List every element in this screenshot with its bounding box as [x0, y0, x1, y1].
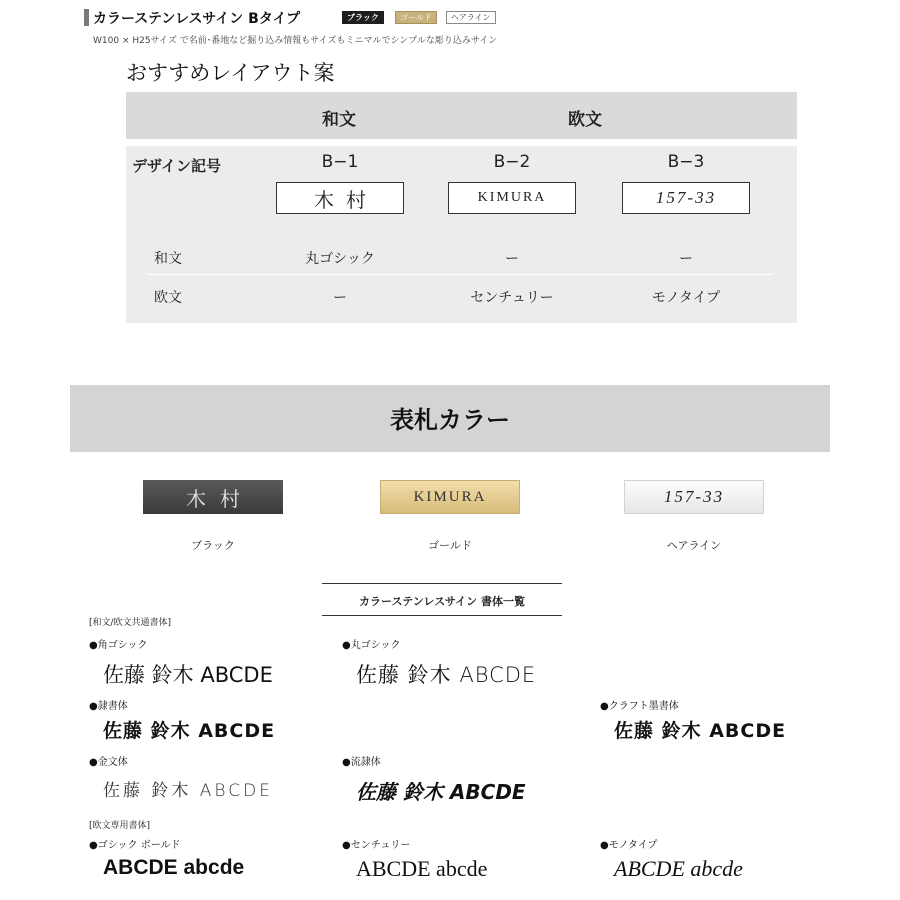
table-cell: モノタイプ — [651, 290, 721, 306]
layout-heading: おすすめレイアウト案 — [126, 61, 335, 85]
layout-table-header — [126, 92, 797, 139]
typeface-sample: 佐藤 鈴木 ABCDE — [614, 720, 787, 742]
color-plate-black — [143, 480, 283, 514]
typeface-sample: ABCDE abcde — [614, 856, 743, 881]
design-code-b3: B−3 — [667, 152, 705, 172]
color-badge-gold: ゴールド — [395, 11, 437, 24]
typeface-name: ●ゴシック ボールド — [89, 840, 181, 851]
color-plate-hairline — [624, 480, 764, 514]
typeface-name: ●クラフト墨書体 — [600, 701, 679, 712]
color-plate-gold — [380, 480, 520, 514]
plate-text: KIMURA — [413, 488, 487, 505]
column-header-japanese: 和文 — [322, 110, 356, 130]
sample-plate-b2 — [448, 182, 576, 214]
sample-plate-b1 — [276, 182, 404, 214]
design-code-b2: B−2 — [493, 152, 531, 172]
group-label-common: [和文/欧文共通書体] — [89, 618, 172, 628]
design-code-label: デザイン記号 — [132, 157, 221, 175]
table-cell: センチュリー — [470, 290, 554, 306]
table-cell: 丸ゴシック — [305, 251, 375, 267]
color-badge-hairline: ヘアライン — [446, 11, 496, 24]
design-code-b1: B−1 — [321, 152, 359, 172]
typeface-name: ●モノタイプ — [600, 840, 658, 851]
typeface-name: ●丸ゴシック — [342, 640, 401, 651]
color-name-gold: ゴールド — [428, 539, 472, 552]
color-name-black: ブラック — [191, 539, 235, 552]
header-accent-bar — [84, 9, 89, 26]
sample-text-b1: 木村 — [314, 187, 378, 212]
typeface-sample: ABCDE abcde — [356, 856, 488, 881]
typeface-name: ●流隷体 — [342, 757, 381, 768]
plate-text: 木村 — [186, 486, 254, 511]
row-divider — [147, 274, 773, 275]
typeface-name: ●隷書体 — [89, 701, 128, 712]
color-badge-black: ブラック — [342, 11, 384, 24]
color-name-hairline: ヘアライン — [666, 539, 722, 552]
sample-text-b2: KIMURA — [477, 190, 547, 205]
group-label-latin: [欧文専用書体] — [89, 821, 151, 831]
sample-plate-b3 — [622, 182, 750, 214]
typeface-name: ●センチュリー — [342, 840, 411, 851]
color-section-title: 表札カラー — [390, 406, 510, 434]
typeface-sample: 佐藤 鈴木 ABCDE — [103, 781, 273, 801]
color-section-band — [70, 385, 830, 452]
column-header-latin: 欧文 — [568, 110, 602, 130]
row-label-japanese: 和文 — [154, 251, 182, 267]
typeface-sample: 佐藤 鈴木 ABCDE — [103, 720, 276, 742]
plate-text: 157-33 — [663, 487, 725, 506]
typeface-sample: 佐藤 鈴木 ABCDE — [356, 780, 526, 804]
product-subtitle: W100 × H25サイズ で名前･番地など掘り込み情報もサイズもミニマルでシンプルな彫り込みサイン — [93, 36, 498, 46]
typeface-sample: ABCDE abcde — [103, 856, 245, 879]
typeface-list-title: カラーステンレスサイン 書体一覧 — [322, 583, 562, 616]
sample-text-b3: 157-33 — [655, 188, 717, 207]
typeface-name: ●角ゴシック — [89, 640, 148, 651]
table-cell: ー — [679, 251, 693, 267]
table-cell: ー — [333, 290, 347, 306]
row-label-latin: 欧文 — [154, 290, 182, 306]
product-title: カラーステンレスサイン Bタイプ — [93, 11, 301, 27]
layout-table-body — [126, 146, 797, 323]
typeface-name: ●金文体 — [89, 757, 128, 768]
typeface-sample: 佐藤 鈴木 ABCDE — [103, 663, 273, 687]
typeface-sample: 佐藤 鈴木 ABCDE — [356, 663, 537, 687]
table-cell: ー — [505, 251, 519, 267]
